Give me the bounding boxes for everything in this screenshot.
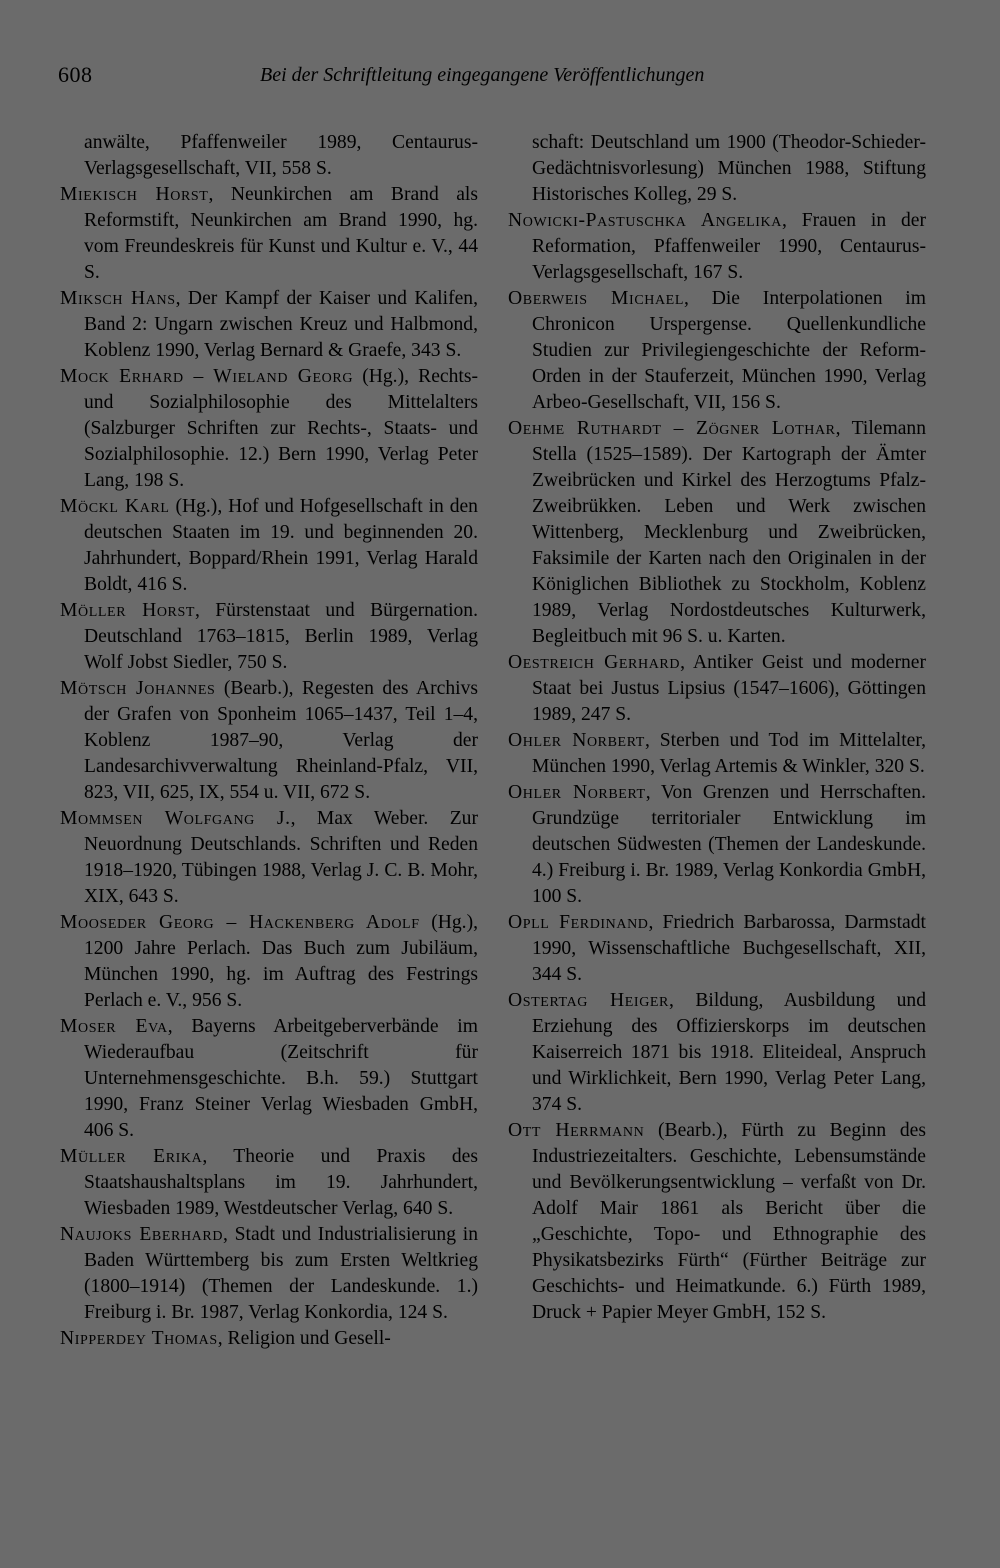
- entry-author: Mommsen Wolfgang J.: [60, 808, 291, 829]
- entry-text: (Hg.), Hof und Hofgesellschaft in den deutschen Staaten im 19. und beginnenden 20. Jahrhundert, Boppard/Rhein 1991, Verlag Harald Boldt, 416 S.: [84, 496, 478, 595]
- entry-text: , Stadt und Industrialisierung in Baden Württemberg bis zum Ersten Weltkrieg (1800–1914) (Themen der Landeskunde. 1.) Freiburg i. Br. 1987, Verlag Konkordia, 124 S.: [84, 1224, 478, 1323]
- entry-author: Möckl Karl: [60, 496, 170, 517]
- entry-author: Nipperdey Thomas: [60, 1328, 218, 1349]
- entry-author: Opll Ferdinand: [508, 912, 649, 933]
- running-title: Bei der Schriftleitung eingegangene Veröffentlichungen: [260, 64, 705, 86]
- entry-author: Müller Erika: [60, 1146, 203, 1167]
- entry-author: Ott Herrmann: [508, 1120, 645, 1141]
- entry-author: Moser Eva: [60, 1016, 168, 1037]
- bibliography-entry: [508, 286, 926, 416]
- entry-text: , Friedrich Barbarossa, Darmstadt 1990, Wissenschaftliche Buchgesellschaft, XII, 344 S.: [532, 912, 926, 985]
- entry-author: Ohler Norbert: [508, 730, 645, 751]
- entry-text: (Bearb.), Fürth zu Beginn des Industriezeitalters. Geschichte, Lebensumstände und Bevölkerungsentwicklung – verfaßt von Dr. Adolf Mair 1861 als Bericht über die „Geschichte, Topo- und Ethnographie des Physikatsbezirks Fürth“ (Fürther Beiträge zur Geschichts- und Heimatkunde. 6.) Fürth 1989, Druck + Papier Meyer GmbH, 152 S.: [532, 1120, 926, 1323]
- bibliography-entry: [60, 286, 478, 364]
- bibliography-entry: [60, 494, 478, 598]
- bibliography-entry: [60, 1144, 478, 1222]
- bibliography-entry: [60, 130, 478, 182]
- entry-text: , Bayerns Arbeitgeberverbände im Wiederaufbau (Zeitschrift für Unternehmensgeschichte. B.h. 59.) Stuttgart 1990, Franz Steiner Verlag Wiesbaden GmbH, 406 S.: [84, 1016, 478, 1141]
- entry-author: Oehme Ruthardt – Zögner Lothar: [508, 418, 836, 439]
- entry-text: , Der Kampf der Kaiser und Kalifen, Band 2: Ungarn zwischen Kreuz und Halbmond, Koblenz 1990, Verlag Bernard & Graefe, 343 S.: [84, 288, 478, 361]
- entry-text: , Frauen in der Reformation, Pfaffenweiler 1990, Centaurus-Verlagsgesellschaft, 167 S.: [532, 210, 927, 283]
- entry-text: schaft: Deutschland um 1900 (Theodor-Schieder-Gedächtnisvorlesung) München 1988, Stiftung Historisches Kolleg, 29 S.: [532, 132, 926, 205]
- left-column: [60, 130, 478, 1352]
- entry-text: , Max Weber. Zur Neuordnung Deutschlands. Schriften und Reden 1918–1920, Tübingen 1988, Verlag J. C. B. Mohr, XIX, 643 S.: [84, 808, 478, 907]
- entry-text: , Neunkirchen am Brand als Reformstift, Neunkirchen am Brand 1990, hg. vom Freundeskreis für Kunst und Kultur e. V., 44 S.: [84, 184, 478, 283]
- entry-author: Mötsch Johannes: [60, 678, 216, 699]
- bibliography-entry: [508, 130, 926, 208]
- entry-text: , Fürstenstaat und Bürgernation. Deutschland 1763–1815, Berlin 1989, Verlag Wolf Jobst Siedler, 750 S.: [84, 600, 479, 673]
- bibliography-entry: [60, 182, 478, 286]
- bibliography-entry: [60, 806, 478, 910]
- bibliography-entry: [60, 1222, 478, 1326]
- entry-author: Naujoks Eberhard: [60, 1224, 224, 1245]
- bibliography-entry: [60, 598, 478, 676]
- entry-text: (Bearb.), Regesten des Archivs der Grafen von Sponheim 1065–1437, Teil 1–4, Koblenz 1987–90, Verlag der Landesarchivverwaltung Rheinland-Pfalz, VII, 823, VII, 625, IX, 554 u. VII, 672 S.: [84, 678, 479, 803]
- entry-author: Möller Horst: [60, 600, 196, 621]
- bibliography-entry: [508, 650, 926, 728]
- page-number: 608: [58, 62, 93, 87]
- entry-text: (Hg.), 1200 Jahre Perlach. Das Buch zum Jubiläum, München 1990, hg. im Auftrag des Festrings Perlach e. V., 956 S.: [84, 912, 478, 1011]
- bibliography-entry: [60, 364, 478, 494]
- bibliography-entry: [508, 728, 926, 780]
- entry-text: anwälte, Pfaffenweiler 1989, Centaurus-Verlagsgesellschaft, VII, 558 S.: [84, 132, 478, 179]
- entry-author: Oberweis Michael: [508, 288, 684, 309]
- entry-author: Ohler Norbert: [508, 782, 646, 803]
- bibliography-entry: [60, 676, 478, 806]
- entry-author: Oestreich Gerhard: [508, 652, 681, 673]
- bibliography-entry: [60, 1014, 478, 1144]
- bibliography-entry: [508, 208, 926, 286]
- bibliography-entry: [508, 780, 926, 910]
- entry-text: , Bildung, Ausbildung und Erziehung des Offizierskorps im deutschen Kaiserreich 1871 bis 1918. Eliteideal, Anspruch und Wirklichkeit, Bern 1990, Verlag Peter Lang, 374 S.: [532, 990, 927, 1115]
- right-column: [508, 130, 926, 1326]
- entry-text: , Die Interpolationen im Chronicon Urspergense. Quellenkundliche Studien zur Privilegiengeschichte der Reform-Orden in der Stauferzeit, München 1990, Verlag Arbeo-Gesellschaft, VII, 156 S.: [532, 288, 926, 413]
- bibliography-entry: [60, 910, 478, 1014]
- entry-author: Ostertag Heiger: [508, 990, 669, 1011]
- bibliography-entry: [508, 988, 926, 1118]
- entry-author: Nowicki-Pastuschka Angelika: [508, 210, 782, 231]
- entry-text: , Religion und Gesell-: [217, 1328, 391, 1349]
- entry-text: , Antiker Geist und moderner Staat bei Justus Lipsius (1547–1606), Göttingen 1989, 247 S.: [532, 652, 926, 725]
- entry-author: Miekisch Horst: [60, 184, 209, 205]
- bibliography-entry: [508, 416, 926, 650]
- entry-text: , Theorie und Praxis des Staatshaushaltsplans im 19. Jahrhundert, Wiesbaden 1989, Westdeutscher Verlag, 640 S.: [84, 1146, 478, 1219]
- bibliography-entry: [60, 1326, 478, 1352]
- entry-text: , Tilemann Stella (1525–1589). Der Kartograph der Ämter Zweibrücken und Kirkel des Herzogtums Pfalz-Zweibrükken. Leben und Werk zwischen Wittenberg, Mecklenburg und Zweibrücken, Faksimile der Karten nach den Originalen in der Königlichen Bibliothek zu Stockholm, Koblenz 1989, Verlag Nordostdeutsches Kulturwerk, Begleitbuch mit 96 S. u. Karten.: [532, 418, 926, 647]
- bibliography-entry: [508, 910, 926, 988]
- entry-text: , Von Grenzen und Herrschaften. Grundzüge territorialer Entwicklung im deutschen Südwesten (Themen der Landeskunde. 4.) Freiburg i. Br. 1989, Verlag Konkordia GmbH, 100 S.: [532, 782, 926, 907]
- entry-author: Mooseder Georg – Hackenberg Adolf: [60, 912, 420, 933]
- entry-text: , Sterben und Tod im Mittelalter, München 1990, Verlag Artemis & Winkler, 320 S.: [532, 730, 926, 777]
- entry-author: Miksch Hans: [60, 288, 176, 309]
- bibliography-entry: [508, 1118, 926, 1326]
- entry-text: (Hg.), Rechts- und Sozialphilosophie des Mittelalters (Salzburger Schriften zur Rechts-, Staats- und Sozialphilosophie. 12.) Bern 1990, Verlag Peter Lang, 198 S.: [84, 366, 478, 491]
- page-header: [58, 62, 730, 94]
- entry-author: Mock Erhard – Wieland Georg: [60, 366, 354, 387]
